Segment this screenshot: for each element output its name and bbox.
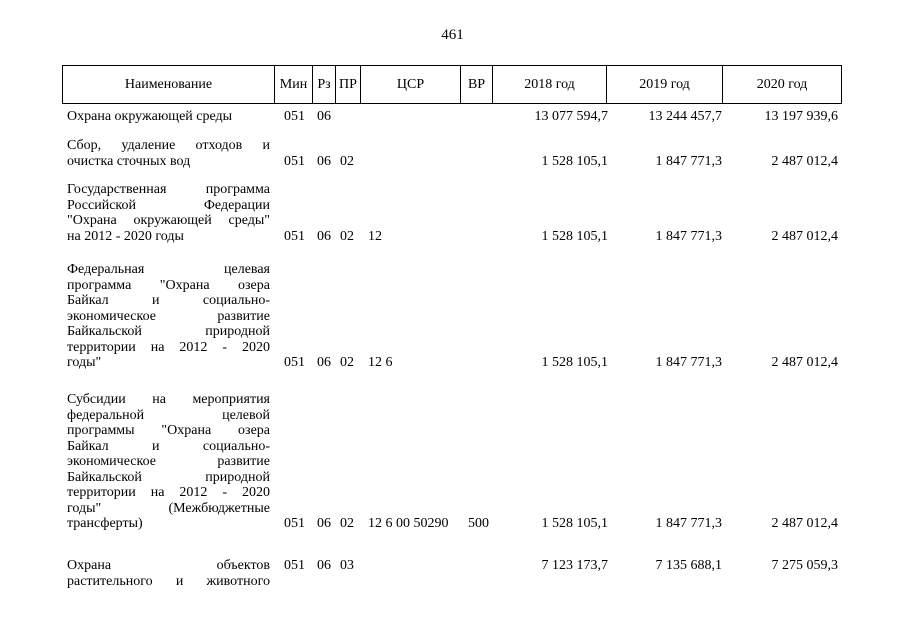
row-value-2020: 7 275 059,3 bbox=[771, 558, 838, 573]
row-min: 051 bbox=[284, 558, 305, 573]
header-pr: ПР bbox=[336, 66, 361, 104]
row-name-line: Российской Федерации bbox=[67, 197, 270, 213]
header-rz: Рз bbox=[313, 66, 336, 104]
row-name-line: Байкальской природной bbox=[67, 469, 270, 485]
row-pr: 02 bbox=[340, 355, 354, 370]
row-rz: 06 bbox=[317, 516, 331, 531]
row-min: 051 bbox=[284, 516, 305, 531]
row-pr: 02 bbox=[340, 516, 354, 531]
row-csr: 12 bbox=[368, 228, 382, 244]
row-rz: 06 bbox=[317, 558, 331, 573]
row-min: 051 bbox=[284, 109, 305, 124]
row-name-line: Субсидии на мероприятия bbox=[67, 392, 270, 407]
header-2020: 2020 год bbox=[723, 66, 842, 104]
row-vr: 500 bbox=[468, 516, 489, 531]
row-pr: 03 bbox=[340, 558, 354, 573]
header-name: Наименование bbox=[63, 66, 275, 104]
row-name-line: на 2012 - 2020 годы bbox=[67, 228, 184, 244]
row-name-line: программа "Охрана озера bbox=[67, 277, 270, 293]
row-name-line: очистка сточных вод bbox=[67, 153, 191, 169]
row-value-2020: 2 487 012,4 bbox=[771, 516, 838, 531]
row-value-2018: 1 528 105,1 bbox=[541, 516, 608, 531]
row-value-2019: 1 847 771,3 bbox=[655, 228, 722, 244]
row-csr: 12 6 bbox=[368, 355, 393, 370]
row-value-2020: 2 487 012,4 bbox=[771, 355, 838, 370]
row-name-line: Охрана объектов bbox=[67, 558, 270, 573]
row-value-2020: 13 197 939,6 bbox=[764, 109, 838, 124]
row-name bbox=[67, 392, 270, 532]
row-value-2018: 1 528 105,1 bbox=[541, 355, 608, 370]
row-rz: 06 bbox=[317, 153, 331, 169]
row-name bbox=[67, 262, 270, 371]
row-name-line: программы "Охрана озера bbox=[67, 423, 270, 438]
row-name bbox=[67, 558, 270, 589]
row-name-line: федеральной целевой bbox=[67, 407, 270, 423]
row-value-2020: 2 487 012,4 bbox=[771, 153, 838, 169]
row-value-2019: 7 135 688,1 bbox=[655, 558, 722, 573]
row-name-line: Байкал и социально- bbox=[67, 293, 270, 308]
row-name bbox=[67, 109, 270, 125]
row-rz: 06 bbox=[317, 228, 331, 244]
row-name-line: Федеральная целевая bbox=[67, 262, 270, 277]
row-value-2018: 13 077 594,7 bbox=[534, 109, 608, 124]
row-name-line: экономическое развитие bbox=[67, 308, 270, 324]
row-pr: 02 bbox=[340, 228, 354, 244]
header-vr: ВР bbox=[461, 66, 493, 104]
row-name-line: трансферты) bbox=[67, 516, 143, 531]
row-name-line: территории на 2012 - 2020 bbox=[67, 339, 270, 355]
row-min: 051 bbox=[284, 153, 305, 169]
row-name-line: территории на 2012 - 2020 bbox=[67, 485, 270, 500]
row-name-line: растительного и животного bbox=[67, 573, 270, 589]
header-2018: 2018 год bbox=[493, 66, 607, 104]
row-value-2019: 1 847 771,3 bbox=[655, 355, 722, 370]
row-value-2018: 1 528 105,1 bbox=[541, 228, 608, 244]
row-rz: 06 bbox=[317, 109, 331, 124]
row-min: 051 bbox=[284, 228, 305, 244]
row-value-2020: 2 487 012,4 bbox=[771, 228, 838, 244]
row-name-line: годы" bbox=[67, 355, 102, 370]
row-name-line: Байкал и социально- bbox=[67, 438, 270, 454]
row-csr: 12 6 00 50290 bbox=[368, 516, 449, 531]
row-value-2019: 13 244 457,7 bbox=[648, 109, 722, 124]
row-value-2018: 7 123 173,7 bbox=[541, 558, 608, 573]
row-name-line: Сбор, удаление отходов и bbox=[67, 138, 270, 153]
row-name bbox=[67, 182, 270, 244]
row-value-2018: 1 528 105,1 bbox=[541, 153, 608, 169]
row-pr: 02 bbox=[340, 153, 354, 169]
row-value-2019: 1 847 771,3 bbox=[655, 516, 722, 531]
row-value-2019: 1 847 771,3 bbox=[655, 153, 722, 169]
row-name-line: Государственная программа bbox=[67, 182, 270, 197]
row-name-line: годы" (Межбюджетные bbox=[67, 500, 270, 516]
header-2019: 2019 год bbox=[607, 66, 723, 104]
row-name-line: Байкальской природной bbox=[67, 324, 270, 339]
row-name-line: экономическое развитие bbox=[67, 454, 270, 469]
header-min: Мин bbox=[275, 66, 313, 104]
row-name-line: Охрана окружающей среды bbox=[67, 109, 233, 124]
row-name-line: "Охрана окружающей среды" bbox=[67, 213, 270, 228]
row-name bbox=[67, 138, 270, 169]
row-min: 051 bbox=[284, 355, 305, 370]
row-rz: 06 bbox=[317, 355, 331, 370]
header-csr: ЦСР bbox=[361, 66, 461, 104]
page-number: 461 bbox=[441, 27, 464, 43]
